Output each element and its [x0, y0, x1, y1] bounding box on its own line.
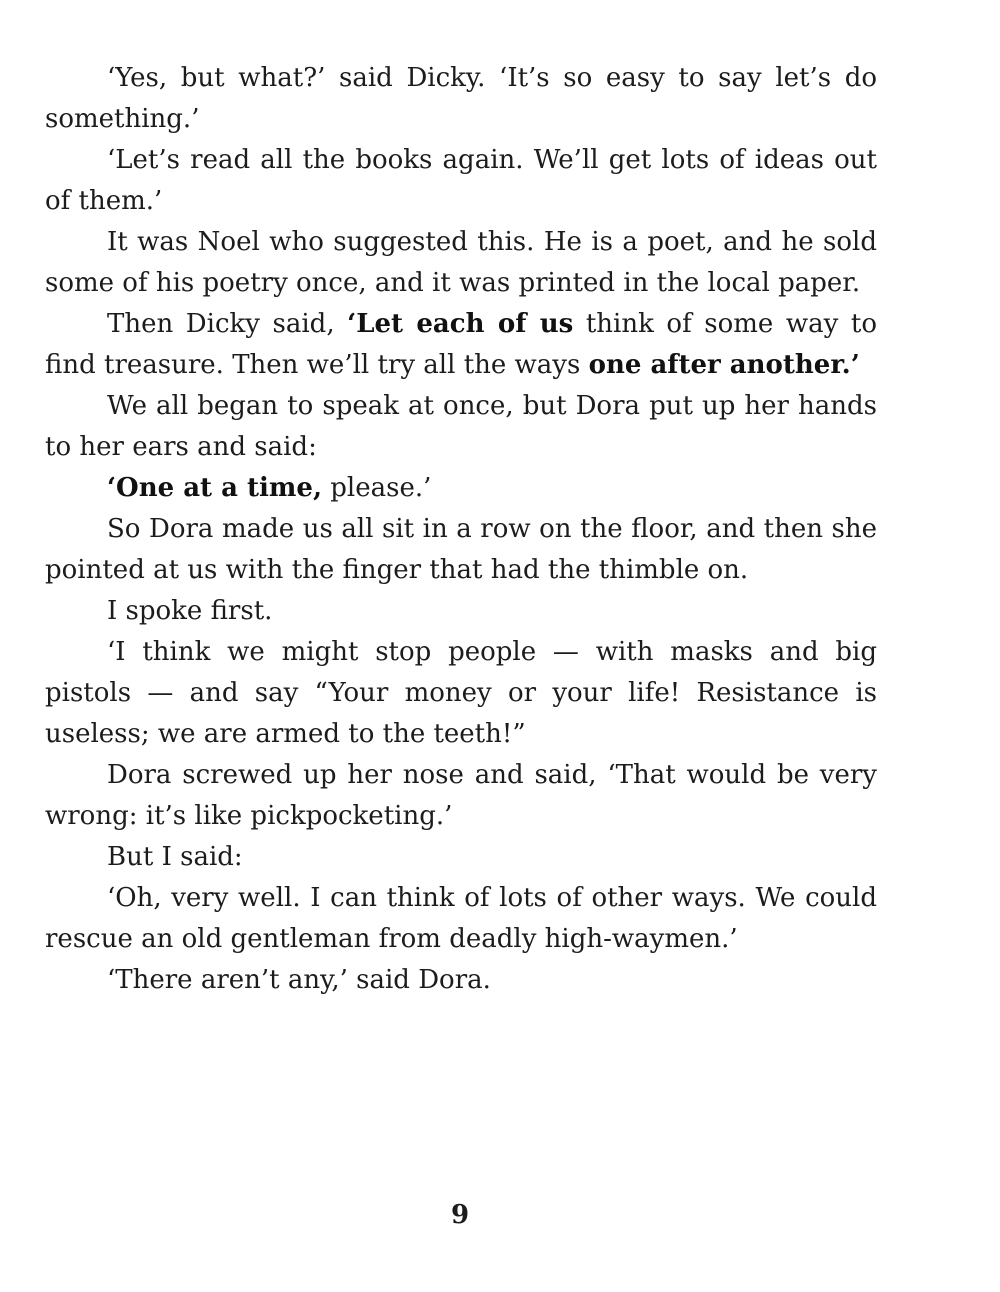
- paragraph: [45, 591, 877, 632]
- bold-phrase: one after another.’: [588, 350, 860, 380]
- paragraph: [45, 222, 877, 304]
- paragraph: [45, 878, 877, 960]
- page-number: 9: [450, 1200, 470, 1230]
- text-run: ‘There aren’t any,’ said Dora.: [107, 965, 491, 995]
- text-run: It was Noel who suggested this. He is a poet, and he sold some of his poetry once, and it was printed in the local paper.: [45, 227, 877, 298]
- text-run: please.’: [322, 473, 432, 503]
- paragraph: [45, 140, 877, 222]
- paragraph: [45, 960, 877, 1001]
- paragraph: [45, 837, 877, 878]
- text-run: ‘Let’s read all the books again. We’ll get lots of ideas out of them.’: [45, 145, 877, 216]
- paragraph: [45, 58, 877, 140]
- text-run: ‘Oh, very well. I can think of lots of other ways. We could rescue an old gentleman from deadly high-waymen.’: [45, 883, 877, 954]
- story-text: [45, 58, 877, 1001]
- paragraph: [45, 386, 877, 468]
- text-run: ‘I think we might stop people — with masks and big pistols — and say “Your money or your life! Resistance is useless; we are armed to the teeth!”: [45, 637, 877, 749]
- text-run: We all began to speak at once, but Dora put up her hands to her ears and said:: [45, 391, 877, 462]
- paragraph: [45, 304, 877, 386]
- bold-phrase: ‘One at a time,: [107, 473, 322, 503]
- text-run: So Dora made us all sit in a row on the floor, and then she pointed at us with the finger that had the thimble on.: [45, 514, 877, 585]
- bold-phrase: ‘Let each of us: [347, 309, 574, 339]
- paragraph: [45, 468, 877, 509]
- paragraph: [45, 509, 877, 591]
- paragraph: [45, 632, 877, 755]
- text-run: I spoke first.: [107, 596, 273, 626]
- text-run: Then Dicky said,: [107, 309, 348, 339]
- text-run: But I said:: [107, 842, 243, 872]
- paragraph: [45, 755, 877, 837]
- text-run: ‘Yes, but what?’ said Dicky. ‘It’s so easy to say let’s do something.’: [45, 63, 877, 134]
- text-run: Dora screwed up her nose and said, ‘That would be very wrong: it’s like pickpocketing.’: [45, 760, 877, 831]
- text-run: think of some way to find treasure. Then we’ll try all the ways: [45, 309, 877, 380]
